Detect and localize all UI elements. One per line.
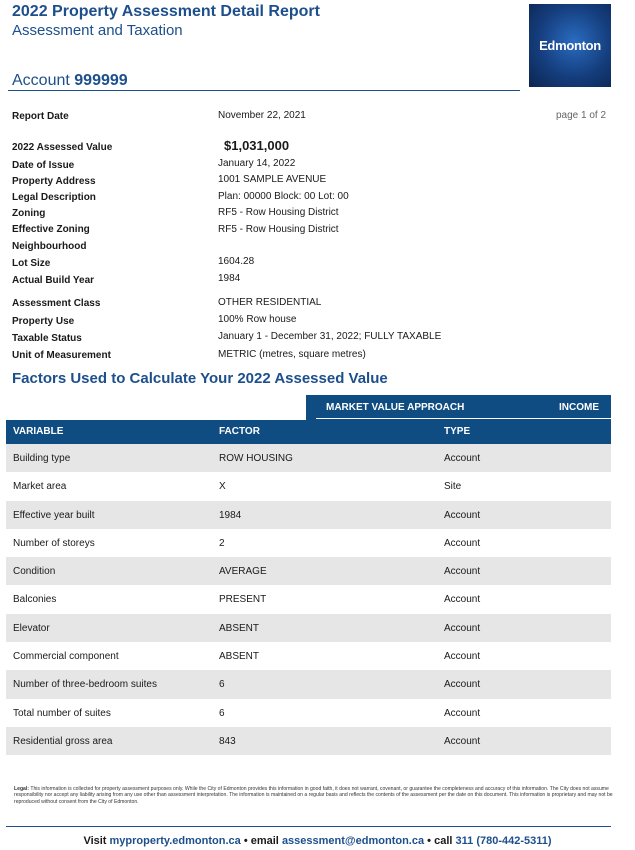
- cell-variable: Number of storeys: [13, 537, 95, 549]
- table-row: [6, 727, 611, 755]
- footer-divider: [6, 826, 611, 827]
- approach-label: MARKET VALUE APPROACH: [326, 402, 465, 413]
- column-header-type: TYPE: [444, 426, 471, 437]
- cell-variable: Building type: [13, 453, 71, 464]
- cell-factor: 6: [219, 707, 225, 719]
- report-header: [12, 3, 320, 39]
- table-row: [6, 472, 611, 500]
- factors-section-title: Factors Used to Calculate Your 2022 Assessed Value: [12, 370, 388, 387]
- detail-label: Property Address: [12, 176, 96, 187]
- legal-label: Legal:: [14, 786, 30, 792]
- detail-value: OTHER RESIDENTIAL: [218, 297, 322, 308]
- page-number: page 1 of 2: [556, 110, 607, 121]
- approach-divider: [316, 418, 611, 419]
- table-row: [6, 614, 611, 642]
- table-row: [6, 699, 611, 727]
- separator-dot: •: [243, 835, 251, 847]
- account-label: Account: [12, 72, 70, 89]
- account-heading: [12, 72, 128, 90]
- detail-label: Unit of Measurement: [12, 350, 111, 361]
- detail-label: Property Use: [12, 316, 75, 327]
- cell-variable: Commercial component: [13, 651, 119, 663]
- cell-variable: Condition: [13, 566, 56, 578]
- cell-type: Account: [444, 735, 481, 747]
- detail-label: Lot Size: [12, 258, 51, 269]
- cell-variable: Effective year built: [13, 509, 95, 521]
- table-row: [6, 557, 611, 585]
- market-value-approach-bar: [306, 395, 611, 420]
- cell-type: Site: [444, 481, 462, 493]
- detail-label: Neighbourhood: [12, 241, 87, 252]
- email-label: email: [250, 835, 279, 847]
- cell-variable: Total number of suites: [13, 707, 111, 719]
- cell-variable: Market area: [13, 481, 67, 493]
- cell-type: Account: [444, 566, 481, 578]
- factors-table-header: [6, 420, 611, 444]
- cell-factor: 843: [219, 735, 236, 747]
- report-subtitle: Assessment and Taxation: [12, 22, 183, 39]
- cell-factor: ABSENT: [219, 622, 260, 634]
- table-row: [6, 529, 611, 557]
- call-label: call: [434, 835, 453, 847]
- detail-label: Effective Zoning: [12, 224, 90, 235]
- detail-label: Assessment Class: [12, 298, 101, 309]
- separator-dot: •: [427, 835, 435, 847]
- phone-number[interactable]: 311 (780-442-5311): [455, 835, 552, 847]
- detail-value: RF5 - Row Housing District: [218, 224, 339, 235]
- cell-type: Account: [444, 453, 481, 464]
- detail-value: 1604.28: [218, 256, 255, 267]
- detail-label: Zoning: [12, 208, 46, 219]
- report-title: 2022 Property Assessment Detail Report: [12, 3, 320, 20]
- assessed-value: $1,031,000: [224, 138, 290, 153]
- detail-label: Taxable Status: [12, 333, 82, 344]
- cell-variable: Elevator: [13, 622, 50, 634]
- cell-factor: PRESENT: [219, 594, 267, 606]
- cell-type: Account: [444, 509, 481, 521]
- detail-label: Date of Issue: [12, 160, 75, 171]
- table-row: [6, 444, 611, 472]
- detail-value: METRIC (metres, square metres): [218, 349, 366, 360]
- cell-factor: ABSENT: [219, 651, 260, 663]
- detail-value: January 14, 2022: [218, 158, 296, 169]
- cell-type: Account: [444, 651, 481, 663]
- cell-variable: Number of three-bedroom suites: [13, 679, 157, 691]
- detail-label: Actual Build Year: [12, 275, 95, 286]
- cell-factor: 1984: [219, 509, 242, 521]
- legal-text: This information is collected for property assessment purposes only. While the City of Edmonton provides this information in good faith, it does not warrant, covenant, or guarantee the completeness and accuracy of this information. The City does not assume responsibility nor accept any liability arising from any use other than assessment interpretation. The information is maintained on a regular basis and reflects the contents of the assessment per the date on this document. This information is proprietary and may not be reproduced without consent from the City of Edmonton.: [14, 786, 613, 805]
- detail-value: 1001 SAMPLE AVENUE: [218, 174, 327, 185]
- factors-table-body: [6, 444, 611, 755]
- cell-type: Account: [444, 679, 481, 691]
- cell-factor: X: [219, 481, 226, 493]
- logo-text: Edmonton: [539, 38, 601, 53]
- cell-variable: Residential gross area: [13, 735, 113, 747]
- header-divider: [8, 90, 520, 91]
- account-number: 999999: [74, 72, 128, 89]
- legal-disclaimer: [14, 786, 634, 805]
- table-row: [6, 501, 611, 529]
- cell-type: Account: [444, 594, 481, 606]
- detail-value: 100% Row house: [218, 314, 297, 325]
- table-row: [6, 642, 611, 670]
- cell-type: Account: [444, 707, 481, 719]
- edmonton-logo: [529, 4, 611, 87]
- approach-value: INCOME: [559, 402, 599, 413]
- report-date-label: Report Date: [12, 111, 69, 122]
- visit-label: Visit: [83, 835, 107, 847]
- table-row: [6, 585, 611, 613]
- cell-factor: AVERAGE: [219, 566, 267, 578]
- report-date-value: November 22, 2021: [218, 110, 306, 121]
- contact-footer: [0, 835, 635, 847]
- detail-value: RF5 - Row Housing District: [218, 207, 339, 218]
- detail-label: Legal Description: [12, 192, 96, 203]
- cell-type: Account: [444, 537, 481, 549]
- column-header-factor: FACTOR: [219, 426, 260, 437]
- website-link[interactable]: myproperty.edmonton.ca: [109, 835, 241, 847]
- email-link[interactable]: assessment@edmonton.ca: [281, 835, 425, 847]
- cell-factor: 6: [219, 679, 225, 691]
- cell-factor: ROW HOUSING: [219, 453, 293, 464]
- detail-value: Plan: 00000 Block: 00 Lot: 00: [218, 191, 349, 202]
- detail-value: 1984: [218, 273, 241, 284]
- column-header-variable: VARIABLE: [13, 426, 64, 437]
- cell-factor: 2: [219, 537, 225, 549]
- cell-type: Account: [444, 622, 481, 634]
- detail-value: January 1 - December 31, 2022; FULLY TAXABLE: [218, 331, 442, 342]
- cell-variable: Balconies: [13, 594, 57, 606]
- assessed-value-label: 2022 Assessed Value: [12, 142, 113, 153]
- table-row: [6, 670, 611, 698]
